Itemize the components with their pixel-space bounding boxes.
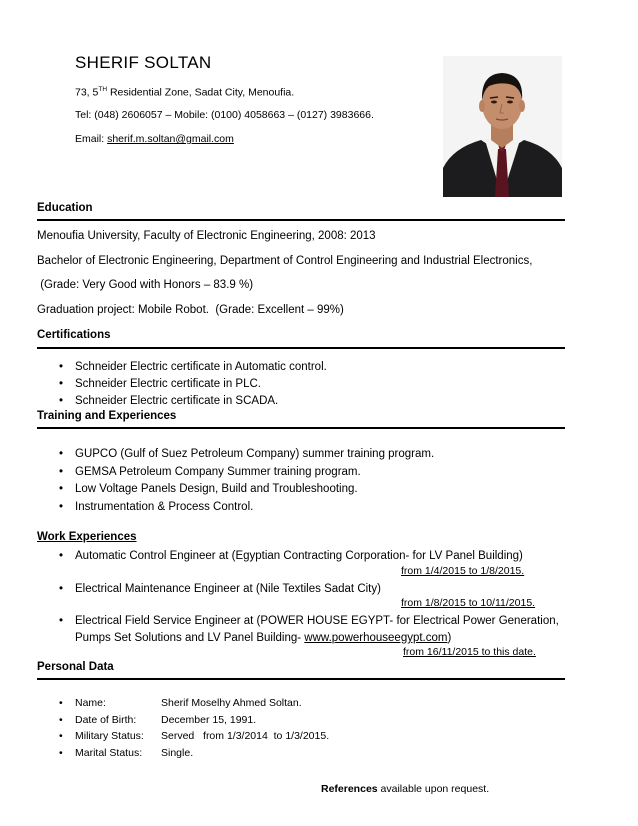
education-heading: Education: [37, 202, 93, 214]
references-note: [321, 783, 489, 795]
email-label: Email:: [75, 133, 108, 145]
personal-heading: Personal Data: [37, 661, 114, 673]
list-item: • Instrumentation & Process Control.: [37, 499, 434, 517]
certifications-list: [37, 359, 327, 410]
work-date-1: from 1/4/2015 to 1/8/2015.: [401, 565, 525, 577]
personal-label: Military Status:: [75, 730, 144, 742]
company-website-link[interactable]: www.powerhouseegypt.com: [304, 632, 448, 644]
address-end: Residential Zone, Sadat City, Menoufia.: [107, 86, 295, 99]
work-list-2: [37, 581, 381, 598]
list-item: [37, 745, 329, 762]
personal-label: Date of Birth:: [75, 713, 137, 726]
address-line: [75, 86, 294, 99]
profile-photo: [443, 56, 562, 197]
work-date-3: from 16/11/2015 to this date.: [403, 646, 536, 658]
list-item: • GEMSA Petroleum Company Summer training program.: [37, 464, 434, 482]
list-item: [37, 695, 329, 712]
profile-photo-illustration: [443, 56, 562, 197]
personal-value: Served from 1/3/2014 to 1/3/2015.: [161, 730, 330, 742]
work-item-3-line-2: Pumps Set Solutions and LV Panel Building-: [75, 632, 305, 644]
personal-value: Single.: [161, 746, 194, 759]
list-item: [37, 712, 329, 729]
work-item-1: • Automatic Control Engineer at (Egyptian Contracting Corporation- for LV Panel Building): [37, 548, 523, 565]
certifications-heading: Certifications: [37, 329, 111, 341]
training-heading: Training and Experiences: [37, 410, 177, 422]
education-divider: [37, 219, 565, 221]
address-start: 73, 5: [75, 86, 99, 99]
address-superscript: TH: [98, 86, 108, 93]
personal-value: December 15, 1991.: [161, 713, 257, 726]
candidate-name: SHERIF SOLTAN: [75, 53, 212, 72]
list-item: • Schneider Electric certificate in SCADA.: [37, 393, 327, 410]
personal-list: [37, 695, 329, 761]
list-item: • Schneider Electric certificate in Automatic control.: [37, 359, 327, 376]
training-divider: [37, 427, 565, 429]
education-line-2: Bachelor of Electronic Engineering, Department of Control Engineering and Industrial Electronics,: [37, 255, 533, 267]
list-item: [37, 728, 329, 745]
work-heading: Work Experiences: [37, 531, 137, 543]
personal-label: Name:: [75, 697, 106, 709]
email-line: [75, 133, 234, 145]
phone-line: Tel: (048) 2606057 – Mobile: (0100) 4058663 – (0127) 3983666.: [75, 109, 374, 121]
list-item: • Schneider Electric certificate in PLC.: [37, 376, 327, 393]
work-date-2: from 1/8/2015 to 10/11/2015.: [401, 597, 536, 609]
work-item-3-line-1: Electrical Field Service Engineer at (POWER HOUSE EGYPT- for Electrical Power Generation,: [75, 615, 559, 627]
list-item: • GUPCO (Gulf of Suez Petroleum Company) summer training program.: [37, 446, 434, 464]
education-line-4: Graduation project: Mobile Robot. (Grade: Excellent – 99%): [37, 304, 344, 316]
work-item-3: [37, 613, 559, 647]
personal-value: Sherif Moselhy Ahmed Soltan.: [161, 697, 302, 709]
personal-label: Marital Status:: [75, 746, 143, 759]
training-list: [37, 446, 434, 516]
personal-divider: [37, 678, 565, 680]
certifications-divider: [37, 347, 565, 349]
education-line-1: Menoufia University, Faculty of Electronic Engineering, 2008: 2013: [37, 230, 376, 242]
references-text: available upon request.: [377, 783, 490, 795]
work-list-3: [37, 613, 559, 647]
work-item-3-line-2-end: ): [447, 632, 452, 644]
email-link[interactable]: sherif.m.soltan@gmail.com: [107, 133, 234, 145]
work-list: [37, 548, 523, 565]
education-line-3: (Grade: Very Good with Honors – 83.9 %): [37, 279, 254, 291]
list-item: • Low Voltage Panels Design, Build and Troubleshooting.: [37, 481, 434, 499]
references-label: References: [321, 783, 378, 795]
work-item-2: • Electrical Maintenance Engineer at (Nile Textiles Sadat City): [37, 581, 381, 598]
